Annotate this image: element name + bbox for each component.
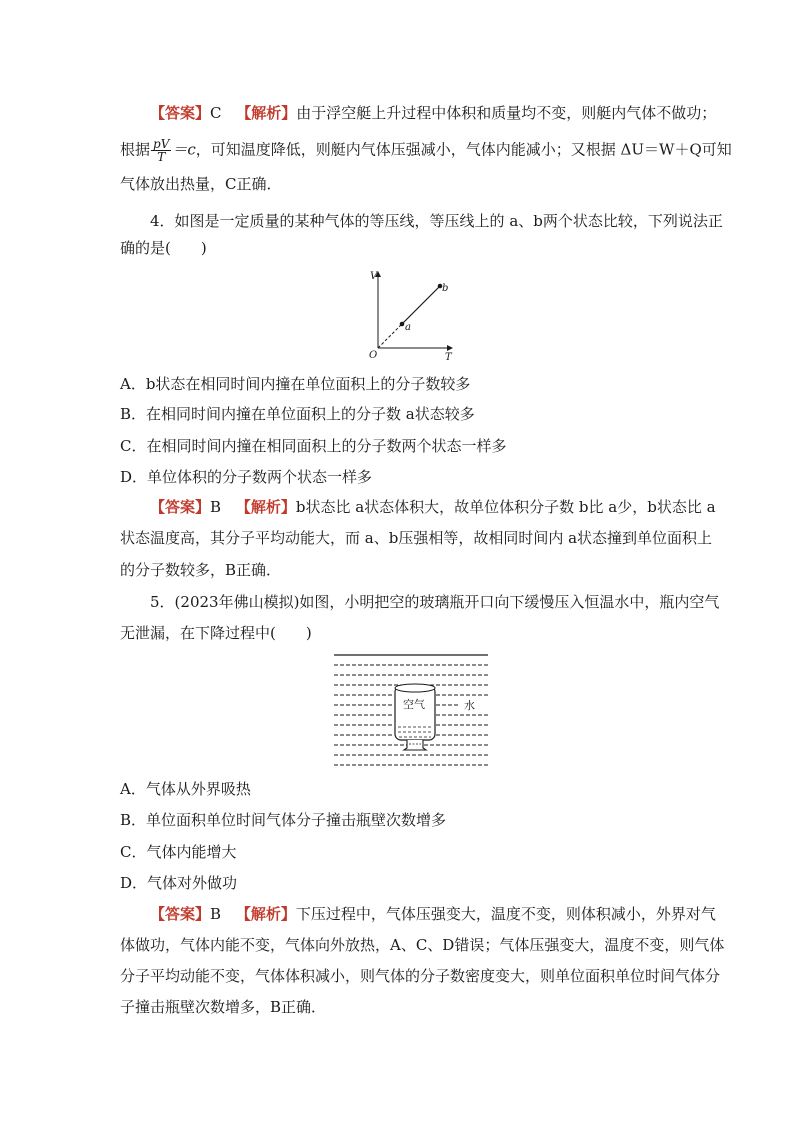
- q4-option-a: A．b状态在相同时间内撞在单位面积上的分子数较多: [120, 375, 471, 393]
- q5-option-d: D．气体对外做功: [120, 874, 238, 892]
- origin-label: O: [369, 350, 378, 361]
- answer-value: B: [210, 905, 222, 923]
- q4-stem-line-1: 4．如图是一定质量的某种气体的等压线，等压线上的 a、b两个状态比较，下列说法正: [150, 212, 723, 230]
- q3-conclusion-line: 气体放出热量，C正确．: [120, 175, 282, 193]
- q3-answer-line: [150, 103, 717, 123]
- text-rest: ，可知温度降低，则艇内气体压强减小，气体内能减小；又根据 ΔU＝W＋Q可知: [195, 140, 732, 159]
- text-prefix: 根据: [120, 140, 151, 159]
- q5-analysis-line-4: 子撞击瓶壁次数增多，B正确．: [120, 998, 327, 1016]
- q5-option-c: C．气体内能增大: [120, 843, 237, 861]
- q4-stem-line-2: 确的是( ): [120, 239, 207, 257]
- bottle-neck: [404, 740, 426, 750]
- isobar-extrapolation: [378, 324, 402, 348]
- answer-value: C: [210, 104, 222, 122]
- q3-formula-line: [120, 137, 732, 164]
- bottle-top-ellipse: [395, 684, 435, 692]
- analysis-tag: 【解析】: [236, 104, 297, 122]
- q5-bottle-figure: [332, 652, 490, 768]
- q4-answer-line: [150, 497, 716, 517]
- fraction-denominator: T: [157, 150, 166, 164]
- point-a-label: a: [405, 322, 411, 333]
- q5-answer-line: [150, 904, 716, 924]
- q4-vt-graph: [360, 266, 460, 361]
- equation-rhs: ＝c: [172, 140, 196, 159]
- point-a: [400, 322, 405, 327]
- analysis-text: 下压过程中，气体压强变大，温度不变，则体积减小，外界对气: [295, 905, 716, 923]
- q4-option-c: C．在相同时间内撞在相同面积上的分子数两个状态一样多: [120, 437, 507, 455]
- q5-analysis-line-2: 体做功，气体内能不变，气体向外放热，A、C、D错误；气体压强变大，温度不变，则气体: [120, 936, 725, 954]
- q5-option-a: A．气体从外界吸热: [120, 780, 251, 798]
- axis-label-v: V: [370, 271, 378, 282]
- fraction-numerator: pV: [153, 137, 170, 151]
- q4-option-b: B．在相同时间内撞在单位面积上的分子数 a状态较多: [120, 405, 475, 423]
- q5-stem-line-2: 无泄漏，在下降过程中( ): [120, 624, 312, 642]
- fraction-pv-over-t: [151, 138, 171, 163]
- analysis-tag: 【解析】: [235, 498, 296, 516]
- q4-option-d: D．单位体积的分子数两个状态一样多: [120, 468, 373, 486]
- axis-label-t: T: [445, 352, 452, 361]
- answer-value: B: [210, 498, 222, 516]
- answer-tag: 【答案】: [150, 905, 211, 923]
- q4-analysis-line-2: 状态温度高，其分子平均动能大，而 a、b压强相等，故相同时间内 a状态撞到单位面积上: [120, 529, 713, 547]
- air-label: 空气: [403, 698, 425, 711]
- q5-analysis-line-3: 分子平均动能不变，气体体积减小，则气体的分子数密度变大，则单位面积单位时间气体分: [120, 967, 721, 985]
- q5-option-b: B．单位面积单位时间气体分子撞击瓶壁次数增多: [120, 811, 447, 829]
- answer-tag: 【答案】: [150, 498, 211, 516]
- point-b-label: b: [442, 283, 449, 294]
- analysis-text: b状态比 a状态体积大，故单位体积分子数 b比 a少，b状态比 a: [295, 498, 716, 516]
- isobar-line: [402, 286, 440, 324]
- answer-tag: 【答案】: [150, 104, 211, 122]
- water-label: 水: [464, 699, 475, 712]
- analysis-tag: 【解析】: [235, 905, 296, 923]
- q4-analysis-line-3: 的分子数较多，B正确．: [120, 561, 282, 579]
- q5-stem-line-1: 5．(2023年佛山模拟)如图，小明把空的玻璃瓶开口向下缓慢压入恒温水中，瓶内空气: [150, 593, 720, 611]
- analysis-text: 由于浮空艇上升过程中体积和质量均不变，则艇内气体不做功；: [296, 104, 717, 122]
